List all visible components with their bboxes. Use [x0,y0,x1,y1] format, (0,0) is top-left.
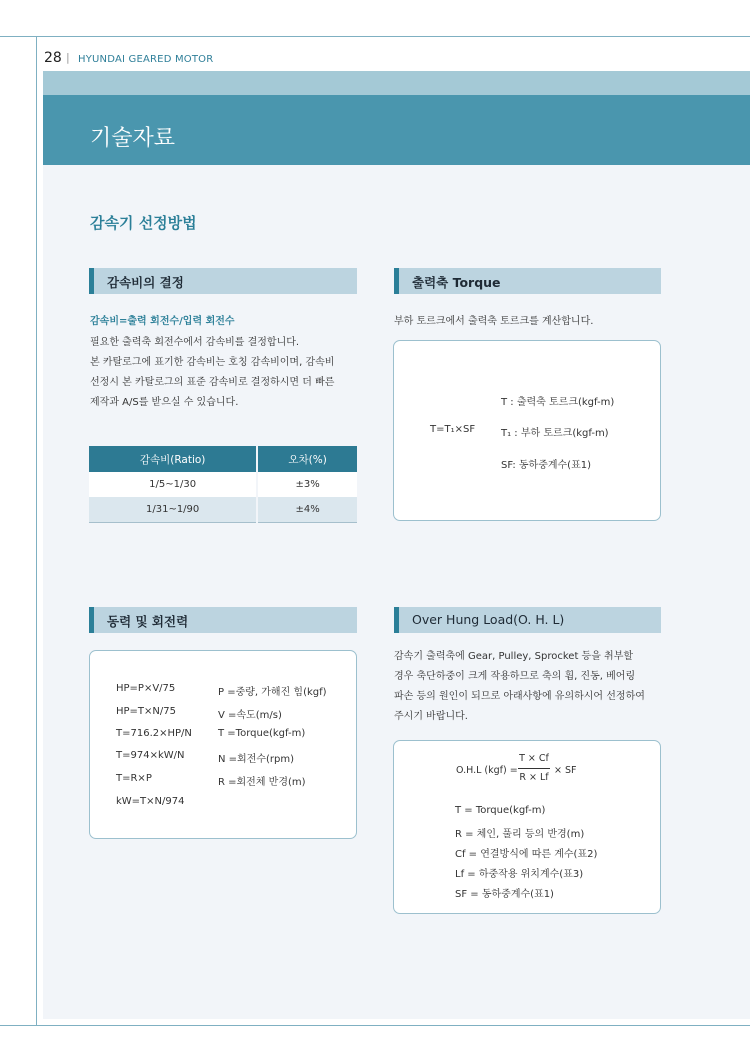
fraction-line [518,768,550,769]
reduction-formula: 감속비=출력 회전수/입력 회전수 [90,316,235,327]
banner-title: 기술자료 [90,126,176,151]
reduction-description-line: 제작과 A/S를 받으실 수 있습니다. [90,397,239,408]
torque-description: 부하 토르크에서 출력축 토르크를 계산합니다. [394,316,594,327]
ohl-fraction [518,753,550,786]
reduction-description [90,333,334,413]
reduction-heading-bar [89,268,357,294]
power-formula: kW=T×N/974 [116,796,185,807]
power-formula: T=R×P [116,773,152,784]
ohl-heading: Over Hung Load(O. H. L) [412,612,565,627]
ratio-cell: 1/31~1/90 [89,497,257,522]
ratio-header-ratio: 감속비(Ratio) [89,446,257,472]
frame-left-line [36,36,37,1026]
ohl-formula-lhs: O.H.L (kgf) = [456,765,518,776]
ohl-definition: Lf = 하중작용 위치계수(표3) [455,869,584,880]
power-formula-box [89,650,357,839]
power-definition: R =회전체 반경(m) [218,777,306,788]
power-heading-bar [89,607,357,633]
torque-heading-bar [394,268,661,294]
error-cell: ±4% [257,497,357,522]
torque-formula: T=T₁×SF [430,424,476,435]
ohl-description-line: 주시기 바랍니다. [394,711,468,722]
heading-accent [394,607,399,633]
ohl-denominator: R × Lf [519,772,549,783]
ratio-table-header [89,446,357,472]
heading-accent [89,607,94,633]
heading-accent [394,268,399,294]
heading-accent [89,268,94,294]
frame-bottom-line [0,1025,750,1026]
ohl-heading-bar [394,607,661,633]
ohl-formula-rhs: × SF [554,765,577,776]
ohl-definition: T = Torque(kgf-m) [455,805,546,816]
reduction-description-line: 선정시 본 카탈로그의 표준 감속비로 결정하시면 더 빠른 [90,377,335,388]
torque-definition: SF: 동하중계수(표1) [501,460,591,471]
power-formula: HP=T×N/75 [116,706,176,717]
ratio-table [89,446,357,523]
ohl-description-line: 감속기 출력축에 Gear, Pulley, Sprocket 등을 취부할 [394,651,634,662]
error-cell: ±3% [257,472,357,497]
table-row [89,472,357,497]
table-row [89,497,357,522]
torque-definition: T₁ : 부하 토르크(kgf-m) [501,428,609,439]
power-definition: V =속도(m/s) [218,710,282,721]
ohl-definition: SF = 동하중계수(표1) [455,889,554,900]
power-definition: N =회전수(rpm) [218,754,295,765]
header-separator: | [66,51,70,64]
power-formula: T=974×kW/N [116,750,185,761]
torque-definition: T : 출력축 토르크(kgf-m) [501,397,615,408]
ohl-numerator: T × Cf [519,753,549,764]
ohl-definition: Cf = 연결방식에 따른 계수(표2) [455,849,598,860]
power-definition: P =중량, 가해진 힘(kgf) [218,687,327,698]
power-heading: 동력 및 회전력 [107,614,189,629]
page-number: 28 [44,50,62,66]
power-formula: HP=P×V/75 [116,683,176,694]
ratio-header-error: 오차(%) [257,446,357,472]
ratio-cell: 1/5~1/30 [89,472,257,497]
ohl-definition: R = 체인, 풀리 등의 반경(m) [455,829,585,840]
reduction-heading: 감속비의 결정 [107,275,184,290]
power-formula: T=716.2×HP/N [116,728,192,739]
ohl-description-line: 파손 등의 원인이 되므로 아래사항에 유의하시어 선정하여 [394,691,645,702]
torque-heading: 출력축 Torque [412,275,501,290]
power-definition: T =Torque(kgf-m) [218,728,306,739]
frame-top-line [0,36,750,37]
reduction-description-line: 필요한 출력축 회전수에서 감속비를 결정합니다. [90,337,300,348]
header-brand: HYUNDAI GEARED MOTOR [78,54,214,65]
section-title: 감속기 선정방법 [90,214,197,232]
banner-top-strip [43,71,750,95]
ohl-description [394,647,645,727]
reduction-description-line: 본 카탈로그에 표기한 감속비는 호칭 감속비이며, 감속비 [90,357,335,368]
ohl-description-line: 경우 축단하중이 크게 작용하므로 축의 휨, 진동, 베어링 [394,671,636,682]
